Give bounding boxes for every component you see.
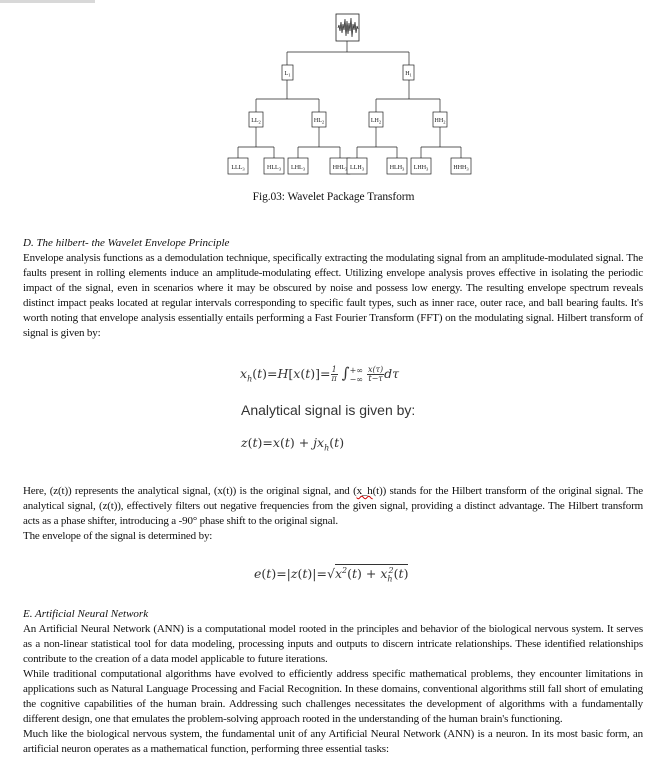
node-L1-label: $L_1$ — [284, 71, 291, 78]
node-LHH3-label: $LHH_3$ — [413, 165, 429, 172]
node-LLL3-label: $LLL_3$ — [231, 165, 245, 172]
node-LL2-label: $LL_2$ — [251, 118, 261, 125]
node-HHH3-label: $HHH_3$ — [453, 165, 469, 172]
analytical-signal-equation: $z(t)=x(t) + jx_h(t)$ — [241, 435, 345, 453]
hilbert-equation: $x_h(t)=H[x(t)]=$ $\frac{1}{\pi}$ ∫ +∞ −∞ $\frac{x(\tau)}{t-\tau}$ dτ — [240, 364, 400, 384]
node-LHL3-label: $LHL_3$ — [291, 165, 305, 172]
node-HLL3-label: $HLL_3$ — [267, 165, 281, 172]
wavelet-package-figure — [0, 0, 667, 215]
wavelet-tree-diagram — [0, 0, 667, 190]
section-d-explanation — [23, 484, 643, 544]
section-e-paragraph-1: An Artificial Neural Network (ANN) is a computational model rooted in the principles and behavior of the biological nervous system. It serves as a non-linear statistical tool for data modeling, processing inputs and outputs to discern intricate relationships. These identified relationships contribute to the creation of a data model applicable to future iterations. — [23, 623, 643, 665]
node-LH2-label: $LH_2$ — [370, 118, 382, 125]
node-HL2-label: $HL_2$ — [313, 118, 325, 125]
section-e-paragraph-2: While traditional computational algorithms have evolved to efficiently address specific mathematical problems, they encounter limitations in applications such as Natural Language Processing and Facial Recognition. In these domains, conventional algorithms still fall short of emulating the cognitive capabilities of the human brain. Addressing such challenges necessitates the development of algorithms with a fundamentally different design, one that emulates the problem-solving approach rooted in the understanding of the human brain's functioning. — [23, 668, 643, 725]
section-e-heading: E. Artificial Neural Network — [23, 608, 149, 620]
section-d-paragraph-2: Here, (z(t)) represents the analytical signal, (x(t)) is the original signal, and (x_h(t)) stands for the Hilbert transform of the original signal. The analytical signal, (z(t)), effectively filters out negative frequencies from the given signal, providing a distinct advantage. The Hilbert transform acts as a phase shifter, introducing a -90° phase shift to the original signal. — [23, 485, 644, 527]
envelope-intro: The envelope of the signal is determined by: — [23, 530, 213, 542]
section-e — [23, 607, 643, 757]
node-HH2-label: $HH_2$ — [434, 118, 446, 125]
analytical-signal-intro: Analytical signal is given by: — [241, 402, 416, 418]
section-e-paragraph-3: Much like the biological nervous system, the fundamental unit of any Artificial Neural Network (ANN) is a neuron. In its most basic form, an artificial neuron operates as a mathematical function, performing three essential tasks: — [23, 728, 643, 755]
envelope-equation: $e(t)=|z(t)|=√x^2(t) + x_h^2(t)$ — [254, 566, 409, 584]
node-LLH3-label: $LLH_3$ — [350, 165, 364, 172]
section-d — [23, 236, 643, 341]
node-HLH3-label: $HLH_3$ — [389, 165, 405, 172]
section-d-heading: D. The hilbert- the Wavelet Envelope Principle — [23, 237, 230, 249]
section-d-paragraph-1: Envelope analysis functions as a demodulation technique, specifically extracting the modulating signal from an amplitude-modulated signal. The faults present in rolling elements induce an amplitude-modulating effect. Utilizing envelope analysis proves effective in isolating the periodic impact of the signal, even in scenarios where it may be obscured by noise and possess low energy. The resulting envelope spectrum reveals distinct impact peaks located at regular intervals corresponding to specific fault types, such as inner race, outer race, and ball bearing faults. It's worth noting that envelope analysis essentially entails performing a Fast Fourier Transform (FFT) on the modulating signal. Hilbert transform of signal is given by: — [23, 252, 643, 339]
figure-caption: Fig.03: Wavelet Package Transform — [252, 191, 415, 203]
node-HHL3-label: $HHL_3$ — [332, 165, 348, 172]
node-H1-label: $H_1$ — [405, 71, 412, 78]
